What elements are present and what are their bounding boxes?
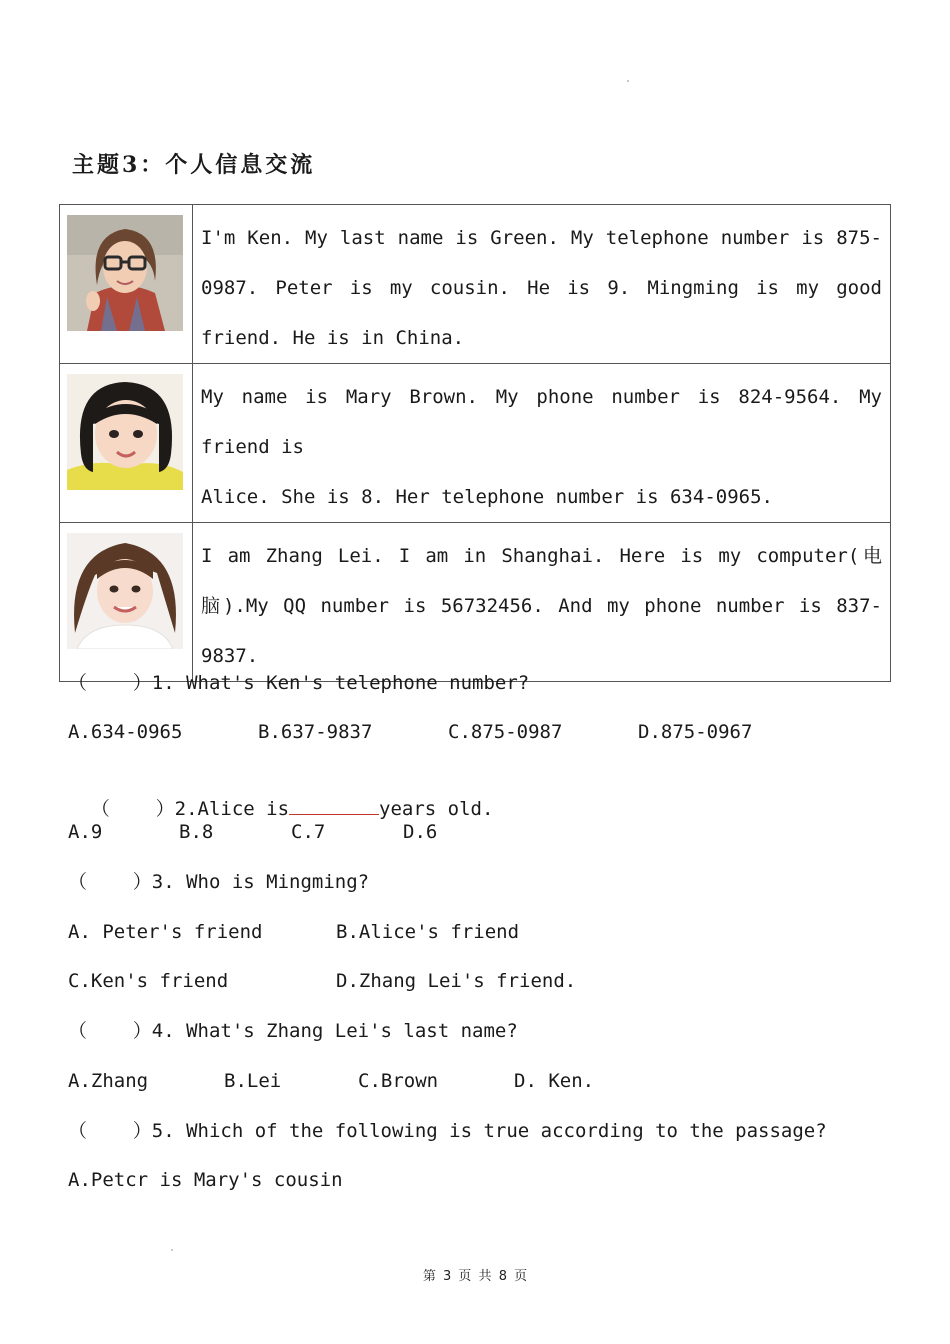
photo-cell	[60, 364, 193, 523]
passage-mary	[193, 364, 891, 523]
question-1: （ ）1. What's Ken's telephone number?	[68, 672, 530, 694]
scan-speck	[627, 80, 629, 82]
question-2	[68, 770, 493, 821]
q1-option-d: D.875-0967	[638, 721, 753, 743]
question-3: （ ）3. Who is Mingming?	[68, 871, 370, 893]
q1-option-c: C.875-0987	[448, 721, 563, 743]
passage-zhang-lei: I am Zhang Lei. I am in Shanghai. Here is my computer(电脑).My QQ number is 56732456. And my phone number is 837-9837.	[193, 523, 891, 682]
q5-option-a: A.Petcr is Mary's cousin	[68, 1169, 343, 1191]
girl-with-glasses-photo	[67, 215, 183, 331]
info-table	[59, 204, 891, 682]
photo-cell	[60, 523, 193, 682]
girl-with-curly-hair-photo	[67, 533, 183, 649]
question-4: （ ）4. What's Zhang Lei's last name?	[68, 1020, 518, 1042]
question-2-stem-end: years old.	[379, 798, 494, 820]
photo-cell	[60, 205, 193, 364]
question-5: （ ）5. Which of the following is true according to the passage?	[68, 1120, 827, 1142]
q3-option-a: A. Peter's friend	[68, 921, 263, 943]
passage-ken: I'm Ken. My last name is Green. My telephone number is 875-0987. Peter is my cousin. He is 9. Mingming is my good friend. He is in China.	[193, 205, 891, 364]
q1-option-a: A.634-0965	[68, 721, 183, 743]
passage-mary-line1: My name is Mary Brown. My phone number is 824-9564. My friend is	[201, 386, 882, 458]
passage-mary-line2: Alice. She is 8. Her telephone number is 634-0965.	[201, 486, 773, 508]
q3-option-d: D.Zhang Lei's friend.	[336, 970, 577, 992]
page-number-footer: 第 3 页 共 8 页	[422, 1269, 528, 1284]
section-title: 主题3：个人信息交流	[72, 152, 316, 178]
q2-option-a: A.9	[68, 821, 103, 843]
table-row	[60, 523, 891, 682]
question-2-stem: （ ）2.Alice is	[90, 798, 290, 820]
table-row	[60, 205, 891, 364]
q4-option-d: D. Ken.	[514, 1070, 595, 1092]
q4-option-b: B.Lei	[224, 1070, 282, 1092]
q4-option-a: A.Zhang	[68, 1070, 149, 1092]
table-row	[60, 364, 891, 523]
q1-option-b: B.637-9837	[258, 721, 373, 743]
scan-speck	[171, 1249, 173, 1251]
q4-option-c: C.Brown	[358, 1070, 439, 1092]
girl-with-bob-hair-photo	[67, 374, 183, 490]
q2-option-b: B.8	[179, 821, 214, 843]
answer-blank	[289, 794, 379, 815]
q3-option-c: C.Ken's friend	[68, 970, 229, 992]
q2-option-c: C.7	[291, 821, 326, 843]
q2-option-d: D.6	[403, 821, 438, 843]
q3-option-b: B.Alice's friend	[336, 921, 520, 943]
